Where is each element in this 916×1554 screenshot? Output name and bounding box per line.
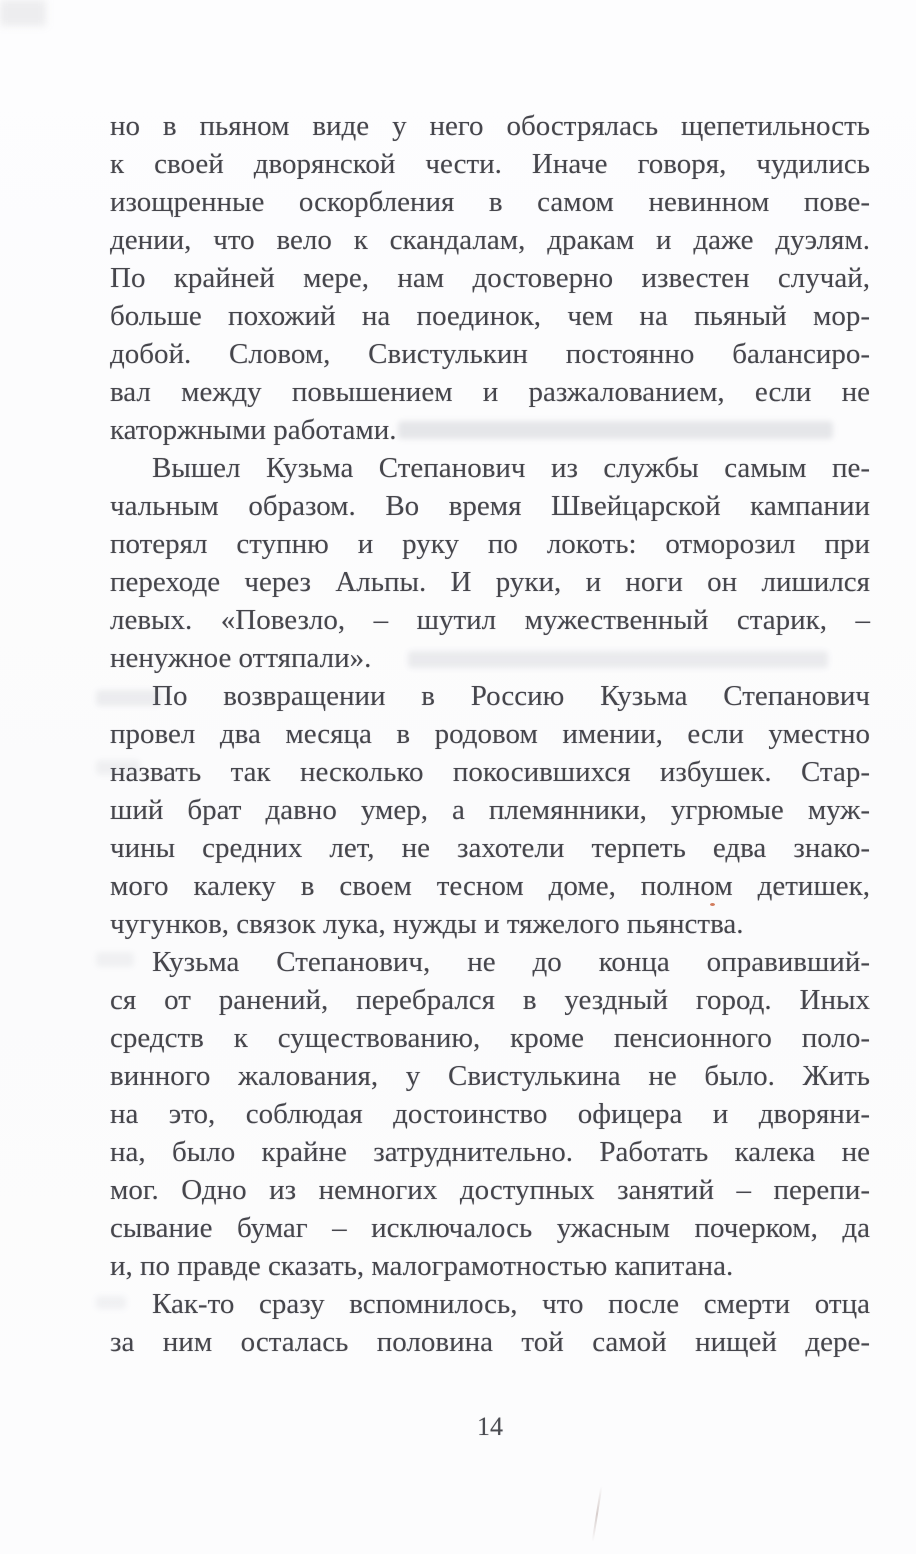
bleedthrough-mark xyxy=(96,690,162,706)
text-line: Кузьма Степанович, не до конца оправивший- xyxy=(152,946,870,978)
text-line: но в пьяном виде у него обострялась щепетильность xyxy=(110,110,870,142)
bleedthrough-mark xyxy=(96,952,134,967)
text-line: к своей дворянской чести. Иначе говоря, чудились xyxy=(110,148,870,180)
text-line: каторжными работами. xyxy=(110,414,397,446)
text-line: чугунков, связок лука, нужды и тяжелого пьянства. xyxy=(110,908,744,940)
text-line: ший брат давно умер, а племянники, угрюмые муж- xyxy=(110,794,870,826)
text-line: на это, соблюдая достоинство офицера и дворяни- xyxy=(110,1098,870,1130)
text-line: мого калеку в своем тесном доме, полном детишек, xyxy=(110,870,870,902)
text-line: на, было крайне затруднительно. Работать калека не xyxy=(110,1136,870,1168)
scan-scratch xyxy=(592,1486,603,1542)
text-line: чальным образом. Во время Швейцарской кампании xyxy=(110,490,870,522)
text-line: ся от ранений, перебрался в уездный город. Иных xyxy=(110,984,870,1016)
text-line: назвать так несколько покосившихся избушек. Стар- xyxy=(110,756,870,788)
text-line: Как-то сразу вспомнилось, что после смерти отца xyxy=(152,1288,870,1320)
text-line: средств к существованию, кроме пенсионного поло- xyxy=(110,1022,870,1054)
text-line: винного жалования, у Свистулькина не было. Жить xyxy=(110,1060,870,1092)
text-line: По крайней мере, нам достоверно известен случай, xyxy=(110,262,870,294)
text-line: чины средних лет, не захотели терпеть едва знако- xyxy=(110,832,870,864)
text-line: за ним осталась половина той самой нищей дере- xyxy=(110,1326,870,1358)
text-line: изощренные оскорбления в самом невинном пове- xyxy=(110,186,870,218)
bleedthrough-mark xyxy=(96,1296,126,1309)
text-line: ненужное оттяпали». xyxy=(110,642,372,674)
text-line: провел два месяца в родовом имении, если уместно xyxy=(110,718,870,750)
text-line: дении, что вело к скандалам, дракам и даже дуэлям. xyxy=(110,224,870,256)
text-line: больше похожий на поединок, чем на пьяный мор- xyxy=(110,300,870,332)
scan-speck xyxy=(710,903,715,906)
page-number: 14 xyxy=(477,1412,503,1441)
scan-smudge xyxy=(0,0,46,26)
text-line: По возвращении в Россию Кузьма Степанович xyxy=(152,680,870,712)
text-line: и, по правде сказать, малограмотностью капитана. xyxy=(110,1250,734,1282)
bleedthrough-mark xyxy=(398,421,833,439)
bleedthrough-mark xyxy=(408,651,828,668)
text-line: добой. Словом, Свистулькин постоянно балансиро- xyxy=(110,338,870,370)
page-text-block xyxy=(110,107,870,1361)
text-line: вал между повышением и разжалованием, если не xyxy=(110,376,870,408)
text-line: мог. Одно из немногих доступных занятий – перепи- xyxy=(110,1174,870,1206)
text-line: сывание бумаг – исключалось ужасным почерком, да xyxy=(110,1212,870,1244)
text-line: переходе через Альпы. И руки, и ноги он лишился xyxy=(110,566,870,598)
text-line: Вышел Кузьма Степанович из службы самым пе- xyxy=(152,452,870,484)
bleedthrough-mark xyxy=(96,760,140,775)
text-line: потерял ступню и руку по локоть: отморозил при xyxy=(110,528,870,560)
text-line: левых. «Повезло, – шутил мужественный старик, – xyxy=(110,604,870,636)
